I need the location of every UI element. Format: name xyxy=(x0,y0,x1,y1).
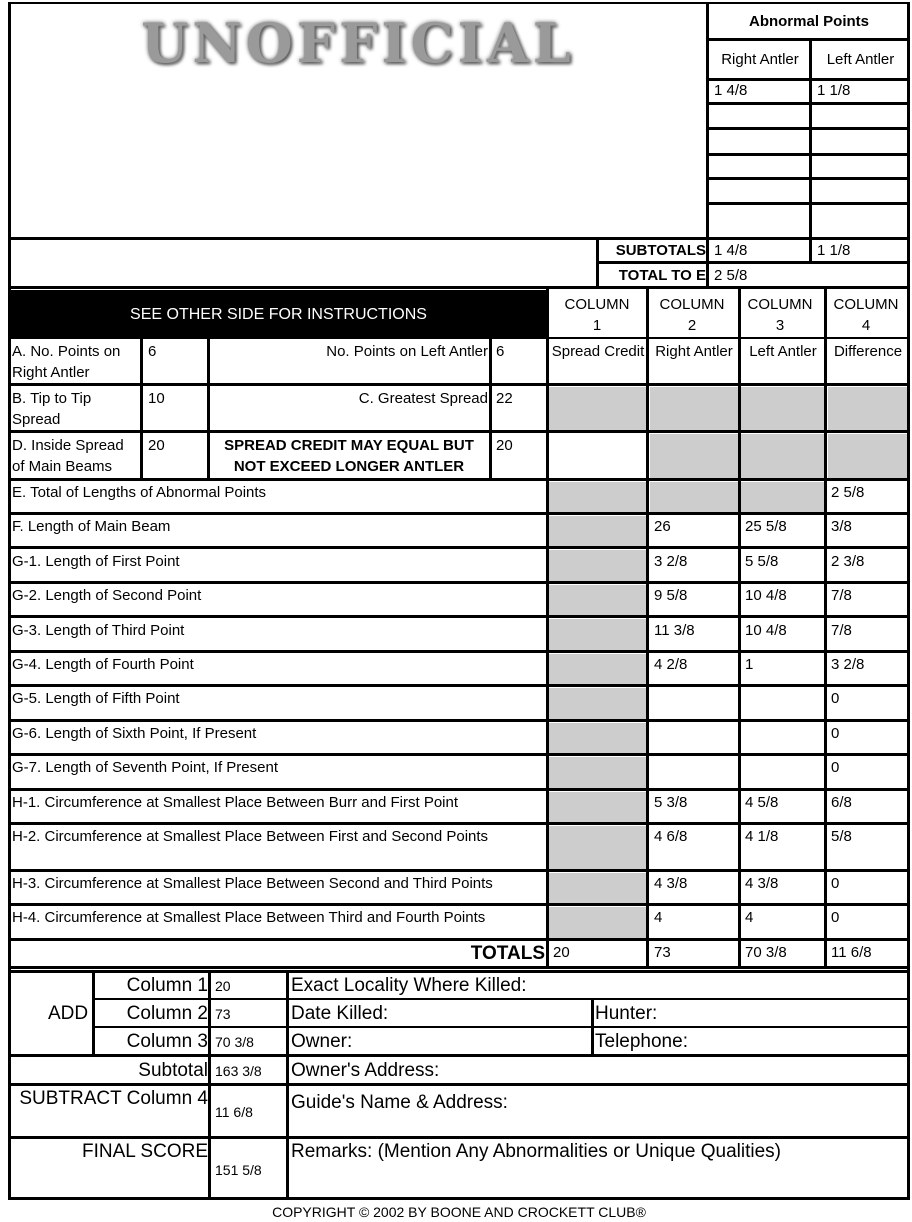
add-label: ADD xyxy=(48,1003,89,1024)
grid-line xyxy=(8,1136,910,1139)
shaded-cell xyxy=(828,387,908,431)
row-col4: 3/8 xyxy=(831,518,852,535)
row-col2: 3 2/8 xyxy=(654,553,688,570)
row-col3: 1 xyxy=(745,656,754,673)
row-label: G-7. Length of Seventh Point, If Present xyxy=(12,759,278,776)
grid-line xyxy=(706,202,910,205)
column-1-summary-label: Column 1 xyxy=(126,975,208,996)
grid-line xyxy=(8,2,11,1200)
shaded-cell xyxy=(549,907,647,938)
row-col2: 4 6/8 xyxy=(654,828,688,845)
grid-line xyxy=(907,2,910,1200)
shaded-cell xyxy=(549,387,647,431)
column-3-summary-value: 70 3/8 xyxy=(215,1034,254,1050)
row-col4: 6/8 xyxy=(831,794,852,811)
row-label: G-4. Length of Fourth Point xyxy=(12,656,194,673)
shaded-cell xyxy=(741,434,825,478)
grid-line xyxy=(92,1026,910,1028)
shaded-cell xyxy=(549,723,647,753)
grid-line xyxy=(8,512,910,515)
grid-line xyxy=(8,581,910,584)
totals-col2: 73 xyxy=(654,944,671,961)
grid-line xyxy=(8,1083,910,1086)
row-b-label: B. Tip to Tip Spread xyxy=(12,390,92,428)
grid-line xyxy=(706,102,910,105)
subtract-value: 11 6/8 xyxy=(215,1104,253,1120)
row-c-value: 22 xyxy=(496,390,513,407)
grid-line xyxy=(8,788,910,791)
row-col2: 4 xyxy=(654,909,663,926)
grid-line xyxy=(8,684,910,687)
row-col4: 0 xyxy=(831,909,840,926)
grid-line xyxy=(8,970,910,973)
column-1-title: COLUMN 1 xyxy=(564,296,630,334)
row-col4: 0 xyxy=(831,875,840,892)
grid-line xyxy=(8,337,910,339)
row-a-left-value: 6 xyxy=(496,343,505,360)
subtotal-value: 163 3/8 xyxy=(215,1063,262,1079)
shaded-cell xyxy=(741,387,825,431)
row-col3: 4 1/8 xyxy=(745,828,779,845)
row-col2: 5 3/8 xyxy=(654,794,688,811)
locality-field[interactable]: Exact Locality Where Killed: xyxy=(291,975,527,996)
instructions-text: SEE OTHER SIDE FOR INSTRUCTIONS xyxy=(130,306,427,323)
grid-line xyxy=(8,903,910,906)
column-3-title: COLUMN 3 xyxy=(747,296,813,334)
date-killed-field[interactable]: Date Killed: xyxy=(291,1003,389,1024)
copyright: COPYRIGHT © 2002 BY BOONE AND CROCKETT CLUB® xyxy=(272,1204,646,1220)
total-to-e-label: TOTAL TO E xyxy=(618,267,706,284)
row-col4: 0 xyxy=(831,759,840,776)
grid-line xyxy=(706,127,910,130)
grid-line xyxy=(8,286,910,289)
row-label: H-1. Circumference at Smallest Place Between Burr and First Point xyxy=(12,794,459,811)
row-col3: 4 xyxy=(745,909,754,926)
abnormal-left-value: 1 1/8 xyxy=(817,82,851,99)
grid-line xyxy=(8,615,910,618)
subtotals-label: SUBTOTALS xyxy=(615,242,706,259)
grid-line xyxy=(8,1054,910,1057)
grid-line xyxy=(809,38,812,263)
row-col4: 7/8 xyxy=(831,622,852,639)
column-3-summary-label: Column 3 xyxy=(126,1031,208,1052)
shaded-cell xyxy=(549,757,647,788)
shaded-cell xyxy=(549,826,647,869)
grid-line xyxy=(8,938,910,941)
grid-line xyxy=(706,78,910,81)
spread-credit-note: SPREAD CREDIT MAY EQUAL BUT NOT EXCEED LONGER ANTLER xyxy=(224,437,474,475)
grid-line xyxy=(8,478,910,481)
grid-line xyxy=(706,177,910,180)
owner-field[interactable]: Owner: xyxy=(291,1031,353,1052)
shaded-cell xyxy=(650,434,739,478)
totals-label: TOTALS xyxy=(470,943,545,964)
row-b-value: 10 xyxy=(148,390,165,407)
row-d-credit: 20 xyxy=(496,437,513,454)
row-col4: 0 xyxy=(831,690,840,707)
grid-line xyxy=(596,261,910,264)
row-d-value: 20 xyxy=(148,437,165,454)
row-col2: 9 5/8 xyxy=(654,587,688,604)
totals-col3: 70 3/8 xyxy=(745,944,787,961)
row-label: G-2. Length of Second Point xyxy=(12,587,202,604)
row-d-label: D. Inside Spread of Main Beams xyxy=(12,437,124,475)
row-col4: 2 3/8 xyxy=(831,553,865,570)
shaded-cell xyxy=(828,434,908,478)
grid-line xyxy=(8,430,910,433)
shaded-cell xyxy=(549,516,647,546)
grid-line xyxy=(706,2,709,288)
grid-line xyxy=(8,1197,910,1200)
row-col3: 10 4/8 xyxy=(745,587,787,604)
hunter-field[interactable]: Hunter: xyxy=(595,1003,658,1024)
shaded-cell xyxy=(549,585,647,615)
guide-field[interactable]: Guide's Name & Address: xyxy=(291,1092,508,1113)
grid-line xyxy=(8,753,910,756)
grid-line xyxy=(8,546,910,549)
grid-line xyxy=(596,237,599,288)
row-e-col4: 2 5/8 xyxy=(831,484,865,501)
shaded-cell xyxy=(549,873,647,903)
row-col3: 5 5/8 xyxy=(745,553,779,570)
row-a-label: A. No. Points on Right Antler xyxy=(12,343,121,381)
grid-line xyxy=(546,288,549,967)
row-col2: 26 xyxy=(654,518,671,535)
subtotal-right: 1 4/8 xyxy=(714,242,748,259)
row-col3: 4 5/8 xyxy=(745,794,779,811)
column-3-subtitle: Left Antler xyxy=(749,343,817,360)
row-a-left-label: No. Points on Left Antler xyxy=(326,343,488,360)
row-e-label: E. Total of Lengths of Abnormal Points xyxy=(12,484,267,501)
owners-address-field[interactable]: Owner's Address: xyxy=(291,1060,440,1081)
shaded-cell xyxy=(549,654,647,684)
row-col4: 7/8 xyxy=(831,587,852,604)
column-2-subtitle: Right Antler xyxy=(655,343,733,360)
totals-col4: 11 6/8 xyxy=(831,944,872,961)
abnormal-left-header: Left Antler xyxy=(826,51,895,68)
shaded-cell xyxy=(549,550,647,581)
total-to-e-value: 2 5/8 xyxy=(714,267,748,284)
subtotal-left: 1 1/8 xyxy=(817,242,851,259)
column-1-subtitle: Spread Credit xyxy=(551,343,645,360)
row-label: H-4. Circumference at Smallest Place Between Third and Fourth Points xyxy=(12,909,486,926)
final-score-value: 151 5/8 xyxy=(215,1162,262,1178)
row-col4: 0 xyxy=(831,725,840,742)
subtotal-label: Subtotal xyxy=(138,1060,208,1081)
abnormal-points-title: Abnormal Points xyxy=(748,13,869,30)
grid-line xyxy=(824,288,827,967)
totals-col1: 20 xyxy=(553,944,570,961)
column-4-title: COLUMN 4 xyxy=(833,296,899,334)
grid-line xyxy=(8,869,910,872)
row-label: G-1. Length of First Point xyxy=(12,553,180,570)
shaded-cell xyxy=(650,482,739,512)
grid-line xyxy=(489,337,492,480)
grid-line xyxy=(706,153,910,156)
row-label: G-3. Length of Third Point xyxy=(12,622,185,639)
grid-line xyxy=(207,337,210,480)
shaded-cell xyxy=(650,387,739,431)
row-label: G-6. Length of Sixth Point, If Present xyxy=(12,725,257,742)
row-col4: 3 2/8 xyxy=(831,656,865,673)
abnormal-right-value: 1 4/8 xyxy=(714,82,748,99)
column-2-summary-label: Column 2 xyxy=(126,1003,208,1024)
row-col3: 25 5/8 xyxy=(745,518,787,535)
final-score-label: FINAL SCORE xyxy=(82,1141,208,1162)
shaded-cell xyxy=(549,792,647,822)
row-col2: 4 3/8 xyxy=(654,875,688,892)
shaded-cell xyxy=(549,619,647,650)
row-label: H-3. Circumference at Smallest Place Between Second and Third Points xyxy=(12,875,493,892)
grid-line xyxy=(646,288,649,967)
grid-line xyxy=(738,288,741,967)
grid-line xyxy=(140,337,143,480)
shaded-cell xyxy=(549,688,647,719)
column-4-subtitle: Difference xyxy=(833,343,903,360)
shaded-cell xyxy=(549,482,647,512)
row-label: H-2. Circumference at Smallest Place Between First and Second Points xyxy=(12,828,489,845)
abnormal-right-header: Right Antler xyxy=(721,51,799,68)
row-col4: 5/8 xyxy=(831,828,852,845)
grid-line xyxy=(8,383,910,386)
remarks-field[interactable]: Remarks: (Mention Any Abnormalities or Unique Qualities) xyxy=(291,1141,781,1162)
row-col3: 10 4/8 xyxy=(745,622,787,639)
grid-line xyxy=(706,38,910,41)
grid-line xyxy=(8,237,910,240)
grid-line xyxy=(8,966,910,969)
grid-line xyxy=(8,719,910,722)
row-col3: 4 3/8 xyxy=(745,875,779,892)
grid-line xyxy=(8,2,910,4)
column-2-summary-value: 73 xyxy=(215,1006,231,1022)
row-label: F. Length of Main Beam xyxy=(12,518,171,535)
row-col2: 11 3/8 xyxy=(654,622,695,639)
telephone-field[interactable]: Telephone: xyxy=(595,1031,688,1052)
row-a-value: 6 xyxy=(148,343,157,360)
unofficial-watermark: UNOFFICIAL xyxy=(141,11,575,75)
subtract-label: SUBTRACT Column 4 xyxy=(19,1088,208,1109)
column-2-title: COLUMN 2 xyxy=(659,296,725,334)
grid-line xyxy=(8,650,910,653)
shaded-cell xyxy=(741,482,825,512)
row-col2: 4 2/8 xyxy=(654,656,688,673)
column-1-summary-value: 20 xyxy=(215,978,231,994)
grid-line xyxy=(92,970,95,1056)
row-c-label: C. Greatest Spread xyxy=(358,390,488,407)
grid-line xyxy=(8,822,910,825)
grid-line xyxy=(92,998,910,1000)
row-label: G-5. Length of Fifth Point xyxy=(12,690,180,707)
